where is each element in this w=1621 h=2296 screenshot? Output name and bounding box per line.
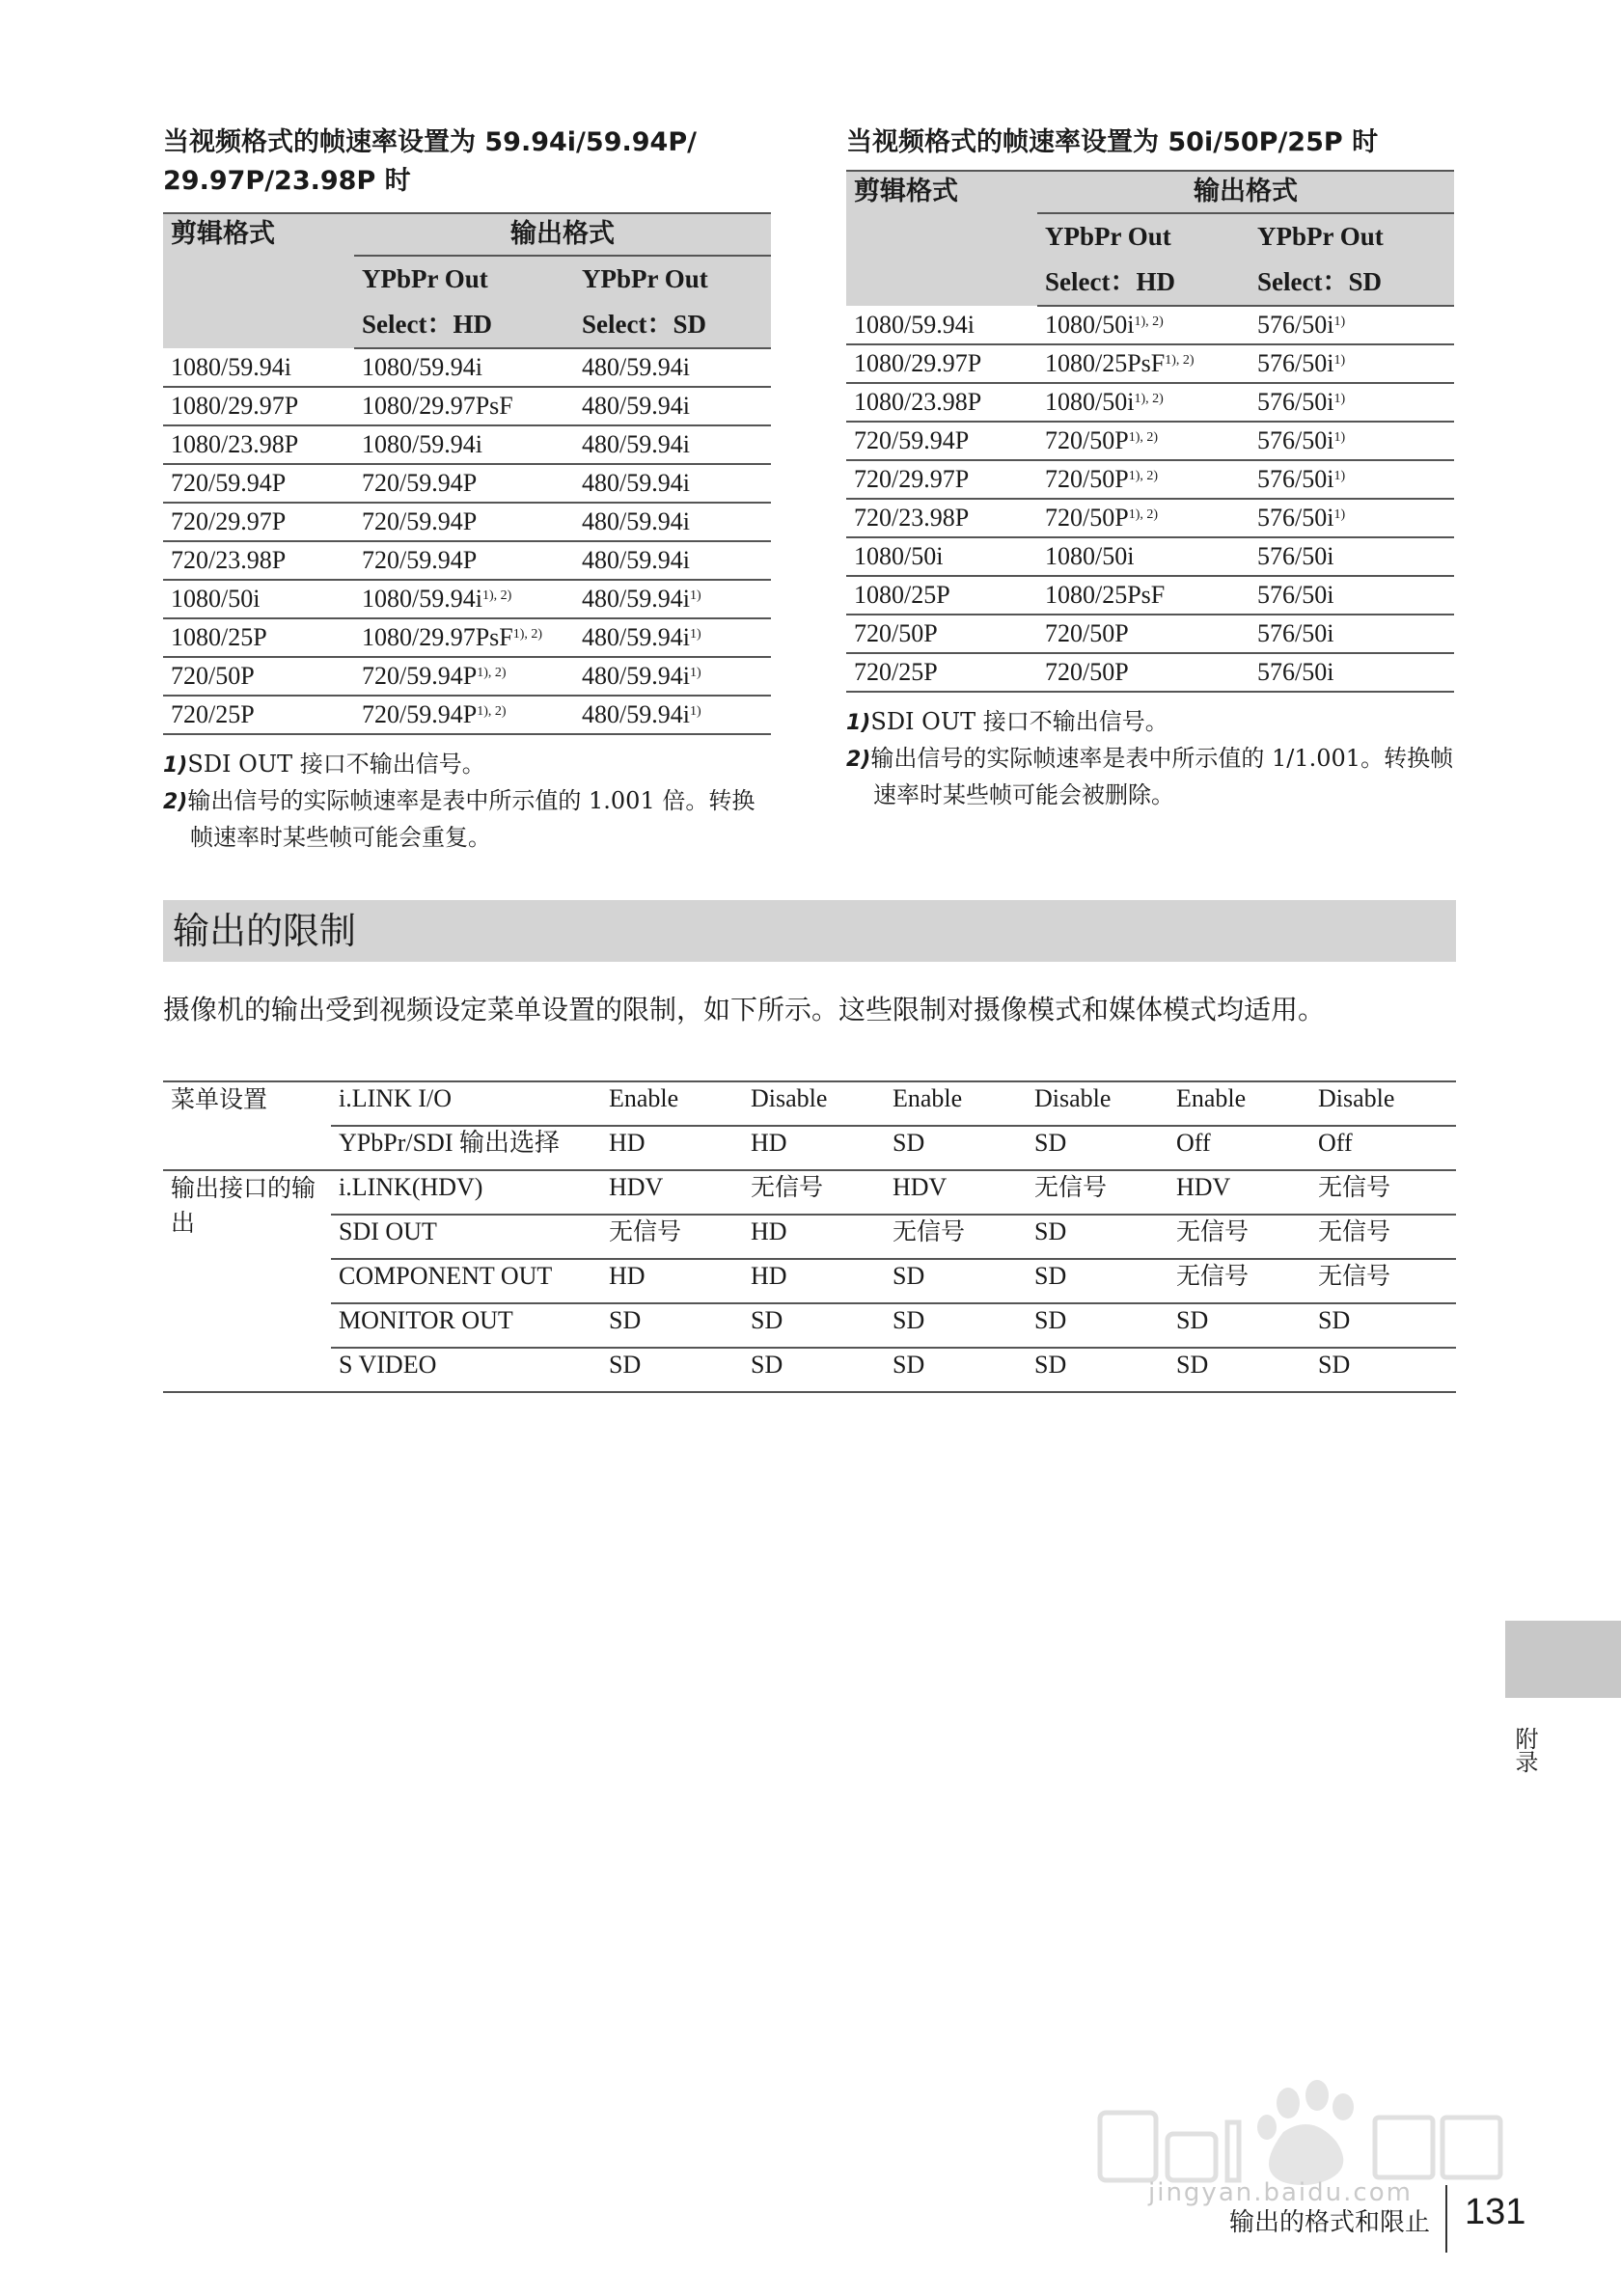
table-row (846, 537, 1454, 576)
cell-sd-output: 480/59.94i (574, 541, 771, 580)
cell-edit-format: 720/23.98P (163, 541, 354, 580)
row-value: SD (743, 1303, 885, 1348)
cell-sd-output: $480/59.94i^{1)}$ (574, 618, 771, 657)
right-footnotes (846, 704, 1454, 812)
cell-hd-output: 720/50P (1037, 615, 1250, 653)
footnote-ref: 1), 2) (477, 666, 507, 680)
cell-edit-format: 720/50P (163, 657, 354, 696)
cell-sd-output: 480/59.94i (574, 464, 771, 503)
cell-hd-output: $720/59.94P^{1), 2)}$ (354, 657, 574, 696)
row-value: Off (1168, 1126, 1310, 1170)
section-heading-bar (163, 900, 1456, 962)
cell-hd-output: 720/50P (1037, 653, 1250, 692)
row-value: SD (885, 1303, 1027, 1348)
row-value: 无信号 (743, 1170, 885, 1215)
table-row (846, 306, 1454, 344)
cell-edit-format: 720/59.94P (163, 464, 354, 503)
restriction-row (163, 1126, 1456, 1170)
row-value: 无信号 (1027, 1170, 1168, 1215)
cell-sd-output: $576/50i^{1)}$ (1250, 383, 1454, 422)
restriction-row (163, 1081, 1456, 1126)
row-value: Enable (1168, 1081, 1310, 1126)
row-value: SD (1027, 1259, 1168, 1303)
row-value: SD (1168, 1348, 1310, 1392)
cell-sd-output: 576/50i (1250, 653, 1454, 692)
right-format-table (846, 170, 1454, 693)
cell-sd-output: 576/50i (1250, 537, 1454, 576)
table-row (163, 387, 771, 425)
table-row (846, 499, 1454, 537)
row-label: S VIDEO (331, 1348, 601, 1392)
row-value: HD (601, 1126, 743, 1170)
table-row (163, 541, 771, 580)
cell-sd-output: $480/59.94i^{1)}$ (574, 580, 771, 618)
row-value: SD (601, 1348, 743, 1392)
footnote-ref: 1), 2) (1134, 314, 1164, 329)
cell-sd-output: 480/59.94i (574, 348, 771, 387)
page-number: 131 (1465, 2192, 1526, 2232)
table-row (163, 580, 771, 618)
footnote-ref: 1), 2) (1128, 469, 1159, 483)
row-value: Enable (601, 1081, 743, 1126)
footnote-ref: 1) (1333, 353, 1346, 368)
row-value: HDV (601, 1170, 743, 1215)
row-value: SD (1310, 1303, 1456, 1348)
category-cell: 输出接口的输出 (163, 1170, 331, 1392)
footnote-ref: 1), 2) (481, 588, 512, 603)
cell-edit-format: 720/50P (846, 615, 1037, 653)
table-row (846, 344, 1454, 383)
cell-edit-format: 1080/59.94i (846, 306, 1037, 344)
footnote-2: 2)输出信号的实际帧速率是表中所示值的 1.001 倍。转换帧速率时某些帧可能会重复。 (163, 787, 756, 851)
cell-hd-output: 720/59.94P (354, 464, 574, 503)
table-row (163, 618, 771, 657)
footnote-2: 2)输出信号的实际帧速率是表中所示值的 1/1.001。转换帧速率时某些帧可能会被删除。 (846, 745, 1454, 808)
left-footnotes (163, 747, 771, 855)
row-value: HD (743, 1215, 885, 1259)
row-label: COMPONENT OUT (331, 1259, 601, 1303)
table-row (846, 383, 1454, 422)
appendix-label: 附录 (1511, 1727, 1538, 1773)
header-output-format: 输出格式 (1037, 171, 1454, 213)
cell-hd-output: 1080/59.94i (354, 348, 574, 387)
row-value: HD (601, 1259, 743, 1303)
row-label: i.LINK(HDV) (331, 1170, 601, 1215)
footnote-ref: 1) (689, 588, 701, 603)
right-table-block (846, 123, 1454, 812)
cell-hd-output: $1080/50i^{1), 2)}$ (1037, 383, 1250, 422)
row-value: SD (1310, 1348, 1456, 1392)
section-title: 输出的限制 (173, 910, 357, 952)
cell-sd-output: 576/50i (1250, 615, 1454, 653)
table-row (846, 615, 1454, 653)
restriction-row (163, 1303, 1456, 1348)
baidu-watermark-url: jingyan.baidu.com (1148, 2178, 1413, 2207)
cell-edit-format: 1080/23.98P (163, 425, 354, 464)
row-value: 无信号 (1168, 1215, 1310, 1259)
cell-edit-format: 1080/25P (846, 576, 1037, 615)
cell-edit-format: 1080/59.94i (163, 348, 354, 387)
footnote-ref: 1), 2) (477, 704, 507, 719)
header-hd-line1: YPbPr Out (354, 256, 574, 302)
row-value: SD (885, 1348, 1027, 1392)
row-value: SD (1027, 1126, 1168, 1170)
footnote-ref: 1), 2) (1134, 392, 1164, 406)
row-value: Disable (743, 1081, 885, 1126)
row-value: SD (1168, 1303, 1310, 1348)
restriction-row (163, 1215, 1456, 1259)
appendix-side-tab (1505, 1621, 1621, 1698)
row-value: HDV (885, 1170, 1027, 1215)
cell-hd-output: 1080/29.97PsF (354, 387, 574, 425)
cell-sd-output: $576/50i^{1)}$ (1250, 306, 1454, 344)
row-value: HD (743, 1126, 885, 1170)
table-row (163, 657, 771, 696)
table-row (163, 503, 771, 541)
cell-sd-output: 480/59.94i (574, 425, 771, 464)
header-hd-line2: Select：HD (1037, 260, 1250, 306)
row-value: 无信号 (1310, 1259, 1456, 1303)
cell-hd-output: 720/59.94P (354, 503, 574, 541)
header-hd-line1: YPbPr Out (1037, 213, 1250, 260)
cell-sd-output: $480/59.94i^{1)}$ (574, 657, 771, 696)
cell-sd-output: $576/50i^{1)}$ (1250, 460, 1454, 499)
row-value: SD (885, 1126, 1027, 1170)
row-value: HDV (1168, 1170, 1310, 1215)
footnote-ref: 1) (1333, 469, 1346, 483)
cell-edit-format: 1080/29.97P (163, 387, 354, 425)
restriction-row (163, 1259, 1456, 1303)
footnote-1: 1)SDI OUT 接口不输出信号。 (163, 751, 485, 778)
cell-edit-format: 1080/25P (163, 618, 354, 657)
cell-edit-format: 720/29.97P (163, 503, 354, 541)
left-table-block (163, 123, 771, 855)
cell-edit-format: 720/25P (846, 653, 1037, 692)
table-row (163, 425, 771, 464)
row-value: 无信号 (885, 1215, 1027, 1259)
cell-hd-output: $720/50P^{1), 2)}$ (1037, 460, 1250, 499)
cell-hd-output: 1080/25PsF (1037, 576, 1250, 615)
row-value: 无信号 (1310, 1170, 1456, 1215)
table-row (846, 653, 1454, 692)
table-row (163, 464, 771, 503)
row-label: SDI OUT (331, 1215, 601, 1259)
header-edit-format: 剪辑格式 (163, 213, 354, 348)
footnote-ref: 1) (689, 627, 701, 642)
cell-edit-format: 720/29.97P (846, 460, 1037, 499)
category-cell: 菜单设置 (163, 1081, 331, 1170)
left-caption-line1: 当视频格式的帧速率设置为 59.94i/59.94P/ (163, 127, 697, 157)
row-value: 无信号 (601, 1215, 743, 1259)
cell-edit-format: 720/23.98P (846, 499, 1037, 537)
footnote-ref: 1) (1333, 392, 1346, 406)
header-sd-line2: Select：SD (1250, 260, 1454, 306)
row-value: 无信号 (1168, 1259, 1310, 1303)
cell-hd-output: 720/59.94P (354, 541, 574, 580)
cell-sd-output: $576/50i^{1)}$ (1250, 422, 1454, 460)
row-value: Disable (1027, 1081, 1168, 1126)
footnote-ref: 1) (689, 666, 701, 680)
footnote-ref: 1), 2) (1128, 507, 1159, 522)
row-value: SD (743, 1348, 885, 1392)
output-restrictions-table (163, 1080, 1456, 1393)
header-sd-line2: Select：SD (574, 302, 771, 348)
cell-hd-output: 1080/25PsF$^{1), 2)}$ (1037, 344, 1250, 383)
cell-hd-output: 1080/59.94i (354, 425, 574, 464)
row-value: HD (743, 1259, 885, 1303)
cell-hd-output: 1080/50i (1037, 537, 1250, 576)
left-caption-line2: 29.97P/23.98P 时 (163, 166, 411, 196)
header-edit-format: 剪辑格式 (846, 171, 1037, 306)
footer-title: 输出的格式和限止 (1228, 2208, 1430, 2237)
cell-edit-format: 720/25P (163, 696, 354, 734)
row-value: SD (1027, 1348, 1168, 1392)
footer-divider (1445, 2185, 1447, 2253)
footnote-ref: 1) (689, 704, 701, 719)
cell-sd-output: 480/59.94i (574, 503, 771, 541)
footnote-ref: 1) (1333, 314, 1346, 329)
row-label: i.LINK I/O (331, 1081, 601, 1126)
table-row (163, 348, 771, 387)
left-format-table (163, 212, 771, 735)
restriction-row (163, 1348, 1456, 1392)
cell-edit-format: 1080/29.97P (846, 344, 1037, 383)
cell-sd-output: 576/50i (1250, 576, 1454, 615)
header-hd-line2: Select：HD (354, 302, 574, 348)
header-sd-line1: YPbPr Out (1250, 213, 1454, 260)
cell-edit-format: 1080/50i (163, 580, 354, 618)
cell-hd-output: $1080/59.94i^{1), 2)}$ (354, 580, 574, 618)
row-value: SD (1027, 1215, 1168, 1259)
footnote-ref: 1), 2) (512, 627, 543, 642)
table-row (163, 696, 771, 734)
row-value: SD (1027, 1303, 1168, 1348)
row-value: 无信号 (1310, 1215, 1456, 1259)
cell-sd-output: $480/59.94i^{1)}$ (574, 696, 771, 734)
footnote-ref: 1), 2) (1165, 353, 1195, 368)
row-value: Disable (1310, 1081, 1456, 1126)
cell-sd-output: 480/59.94i (574, 387, 771, 425)
table-row (846, 460, 1454, 499)
table-row (846, 422, 1454, 460)
cell-edit-format: 1080/50i (846, 537, 1037, 576)
cell-hd-output: $1080/50i^{1), 2)}$ (1037, 306, 1250, 344)
section-intro: 摄像机的输出受到视频设定菜单设置的限制，如下所示。这些限制对摄像模式和媒体模式均适用。 (163, 994, 1326, 1025)
footnote-ref: 1) (1333, 430, 1346, 445)
cell-edit-format: 720/59.94P (846, 422, 1037, 460)
row-label: MONITOR OUT (331, 1303, 601, 1348)
right-table-caption: 当视频格式的帧速率设置为 50i/50P/25P 时 (846, 127, 1379, 157)
row-value: SD (885, 1259, 1027, 1303)
row-value: Off (1310, 1126, 1456, 1170)
footnote-ref: 1) (1333, 507, 1346, 522)
cell-edit-format: 1080/23.98P (846, 383, 1037, 422)
footnote-ref: 1), 2) (1128, 430, 1159, 445)
cell-hd-output: $720/50P^{1), 2)}$ (1037, 422, 1250, 460)
header-output-format: 输出格式 (354, 213, 771, 256)
cell-hd-output: 1080/29.97PsF$^{1), 2)}$ (354, 618, 574, 657)
table-row (846, 576, 1454, 615)
cell-hd-output: $720/59.94P^{1), 2)}$ (354, 696, 574, 734)
header-sd-line1: YPbPr Out (574, 256, 771, 302)
cell-hd-output: $720/50P^{1), 2)}$ (1037, 499, 1250, 537)
cell-sd-output: $576/50i^{1)}$ (1250, 499, 1454, 537)
row-value: SD (601, 1303, 743, 1348)
cell-sd-output: $576/50i^{1)}$ (1250, 344, 1454, 383)
row-value: Enable (885, 1081, 1027, 1126)
row-label: YPbPr/SDI 输出选择 (331, 1126, 601, 1170)
restriction-row (163, 1170, 1456, 1215)
left-table-caption (163, 123, 771, 201)
footnote-1: 1)SDI OUT 接口不输出信号。 (846, 708, 1168, 735)
